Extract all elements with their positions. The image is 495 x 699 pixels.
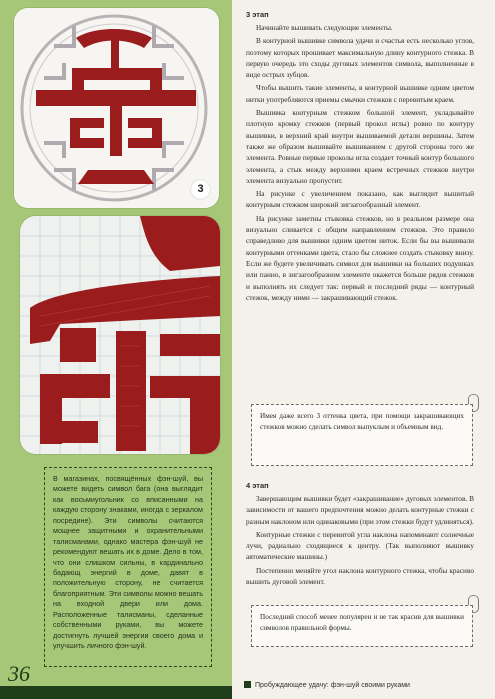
footer-square-icon (244, 681, 251, 688)
figure-3-photo (14, 8, 219, 208)
tip-note-1: Имея даже всего 3 оттенка цвета, при помощи закрашивающих стежков можно сделать символ выпуклым и объемным вид. (251, 404, 473, 466)
figure-number-badge: 3 (191, 180, 210, 199)
paragraph: Постепенно меняйте угол наклона контурного стежка, чтобы красиво вышить дуговой элемент. (246, 565, 474, 587)
footer-text: Пробуждающее удачу: фэн-шуй своими руками (255, 682, 410, 689)
paragraph: Завершающим вышивки будет «закрашивание» дуговых элементов. В зависимости от вашего предпочтения можно делать контурные стежки с разным наклоном или одинаковыми (при этом стежки будут удлиняться). (246, 494, 474, 526)
section-3 (246, 10, 474, 305)
info-sidebar: В магазинах, посвящённых фэн-шуй, вы можете видеть символ бага (она выглядит как восьмиугольник со вписанными на каждую сторону знаками, иногда с зеркалом посредине). Эти символы считаются мощнее защитными и охранительными талисманами, однако мастера фэн-шуй не рекомендуют вешать их в доме. Дело в том, что они слишком сильны, в кардинально бадающ энергий в доме, давят в положительную сторону, не считается благоприятным. Эти символы можно вешать на входной двери или дома. Расположенные талисманы, сделанные собственными руками, вы можете достигнуть лучшей энергии своего дома и улучшить личного фэн-шуй. (44, 467, 212, 667)
page-number: 36 (8, 661, 30, 686)
paragraph: В контурной вышивке символа удачи и счастья есть несколько углов, поэтому которых прошивает максимальную длину контурного стежка. В первую очередь это сходы дуговых элементов символа, выполненные в виде острых зубцов. (246, 36, 474, 80)
paragraph: На рисунке заметны стыковка стежков, но в реальном размере она визуально сливается с общим направлением стежков. Это правило справедливо для вышивки одним цветом ниток. Если бы вы вышивали контурными оттенками цвета, стало бы сложнее создать стыковку внизу. Если же будете увеличивать символ для вышивки на больших подушках или панно, в зигзагообразном элементе окажется больше рядов стежков и выполнять их следует так: первый и последний ряды — контурный стежок, между ними — закрашивающий стежок. (246, 213, 474, 302)
embroidery-closeup-image (20, 216, 220, 454)
paragraph: Вышивка контурным стежком большой элемент, укладывайте плотную кромку стежков (первый прокол иглы) ровно по контуру вышивки, в верхний край внутри вышиваемой детали вершины. Затем также же образом вышивайте вышиванием с другой стороны того же элемента. Ровные первые проколы игла создает точный контур большого элемента, а стык между верхними краем встречных стежков внутри элемента визуально пропустит. (246, 108, 474, 185)
paragraph: Контурные стежки с перевитой угла наклона напоминают солнечные лучи, радиально сходящиеся к центру. (Так выполняют вышивку автоматические машины.) (246, 529, 474, 562)
paragraph: На рисунке с увеличением показано, как выглядит вышитый контурным стежком широкий зигзагообразный элемент. (246, 189, 474, 210)
paragraph: Чтобы вышить такие элементы, в контурной вышивке одним цветом нитки употребляются приемы смычки стежков с перевитым краем. (246, 83, 474, 104)
page-footer (244, 681, 410, 689)
footer-bar (0, 686, 232, 699)
section-4 (246, 481, 474, 589)
tip-note-2: Последний способ менее популярен и не так красив для вышивки символов правильной формы. (251, 605, 473, 647)
embroidery-symbol-full-image (14, 8, 219, 208)
section-3-title: 3 этап (246, 10, 269, 19)
closeup-photo (20, 216, 220, 454)
paragraph: Начинайте вышивать следующие элементы. (256, 23, 393, 32)
section-4-title: 4 этап (246, 481, 269, 490)
